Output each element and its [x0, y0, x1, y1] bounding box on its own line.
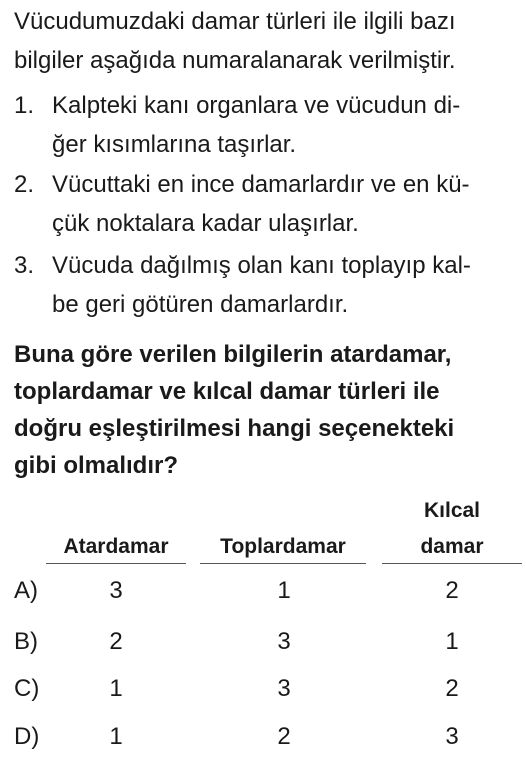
- header-underline-3: [382, 563, 522, 564]
- cell-toplardamar: 3: [277, 675, 291, 702]
- header-toplardamar: Toplardamar: [220, 535, 346, 558]
- option-label: B): [14, 628, 38, 655]
- question-line-2: toplardamar ve kılcal damar türleri ile: [14, 378, 440, 405]
- option-label: D): [14, 723, 40, 750]
- item-line-1: Vücuttaki en ince damarlardır ve en kü-: [52, 171, 470, 198]
- cell-atardamar: 3: [109, 577, 123, 604]
- header-kilcal: Kılcal: [423, 499, 481, 522]
- header-underline-1: [46, 563, 186, 564]
- item-line-2: çük noktalara kadar ulaşırlar.: [52, 210, 359, 237]
- item-line-2: ğer kısımlarına taşırlar.: [52, 131, 297, 158]
- question-line-4: gibi olmalıdır?: [14, 452, 179, 479]
- option-label: A): [14, 577, 38, 604]
- cell-atardamar: 2: [109, 628, 123, 655]
- option-label: C): [14, 675, 40, 702]
- header-underline-2: [200, 563, 366, 564]
- item-number: 3.: [14, 252, 35, 279]
- intro-text: [14, 2, 526, 80]
- question-line-3: doğru eşleştirilmesi hangi seçenekteki: [14, 415, 455, 442]
- item-line-2: be geri götüren damarlardır.: [52, 291, 349, 318]
- header-damar: damar: [420, 535, 484, 558]
- cell-atardamar: 1: [109, 723, 123, 750]
- cell-kilcal: 2: [445, 577, 459, 604]
- question-line-1: Buna göre verilen bilgilerin atardamar,: [14, 341, 452, 368]
- question-stem: [14, 336, 526, 484]
- item-number: 1.: [14, 92, 35, 119]
- cell-toplardamar: 3: [277, 628, 291, 655]
- cell-toplardamar: 2: [277, 723, 291, 750]
- cell-kilcal: 2: [445, 675, 459, 702]
- cell-atardamar: 1: [109, 675, 123, 702]
- cell-kilcal: 3: [445, 723, 459, 750]
- cell-toplardamar: 1: [277, 577, 291, 604]
- item-number: 2.: [14, 171, 35, 198]
- cell-kilcal: 1: [445, 628, 459, 655]
- intro-line-1: Vücudumuzdaki damar türleri ile ilgili bazı: [14, 8, 456, 35]
- header-atardamar: Atardamar: [63, 535, 169, 558]
- item-line-1: Vücuda dağılmış olan kanı toplayıp kal-: [52, 252, 471, 279]
- intro-line-2: bilgiler aşağıda numaralanarak verilmiştir.: [14, 47, 456, 74]
- item-line-1: Kalpteki kanı organlara ve vücudun di-: [52, 92, 461, 119]
